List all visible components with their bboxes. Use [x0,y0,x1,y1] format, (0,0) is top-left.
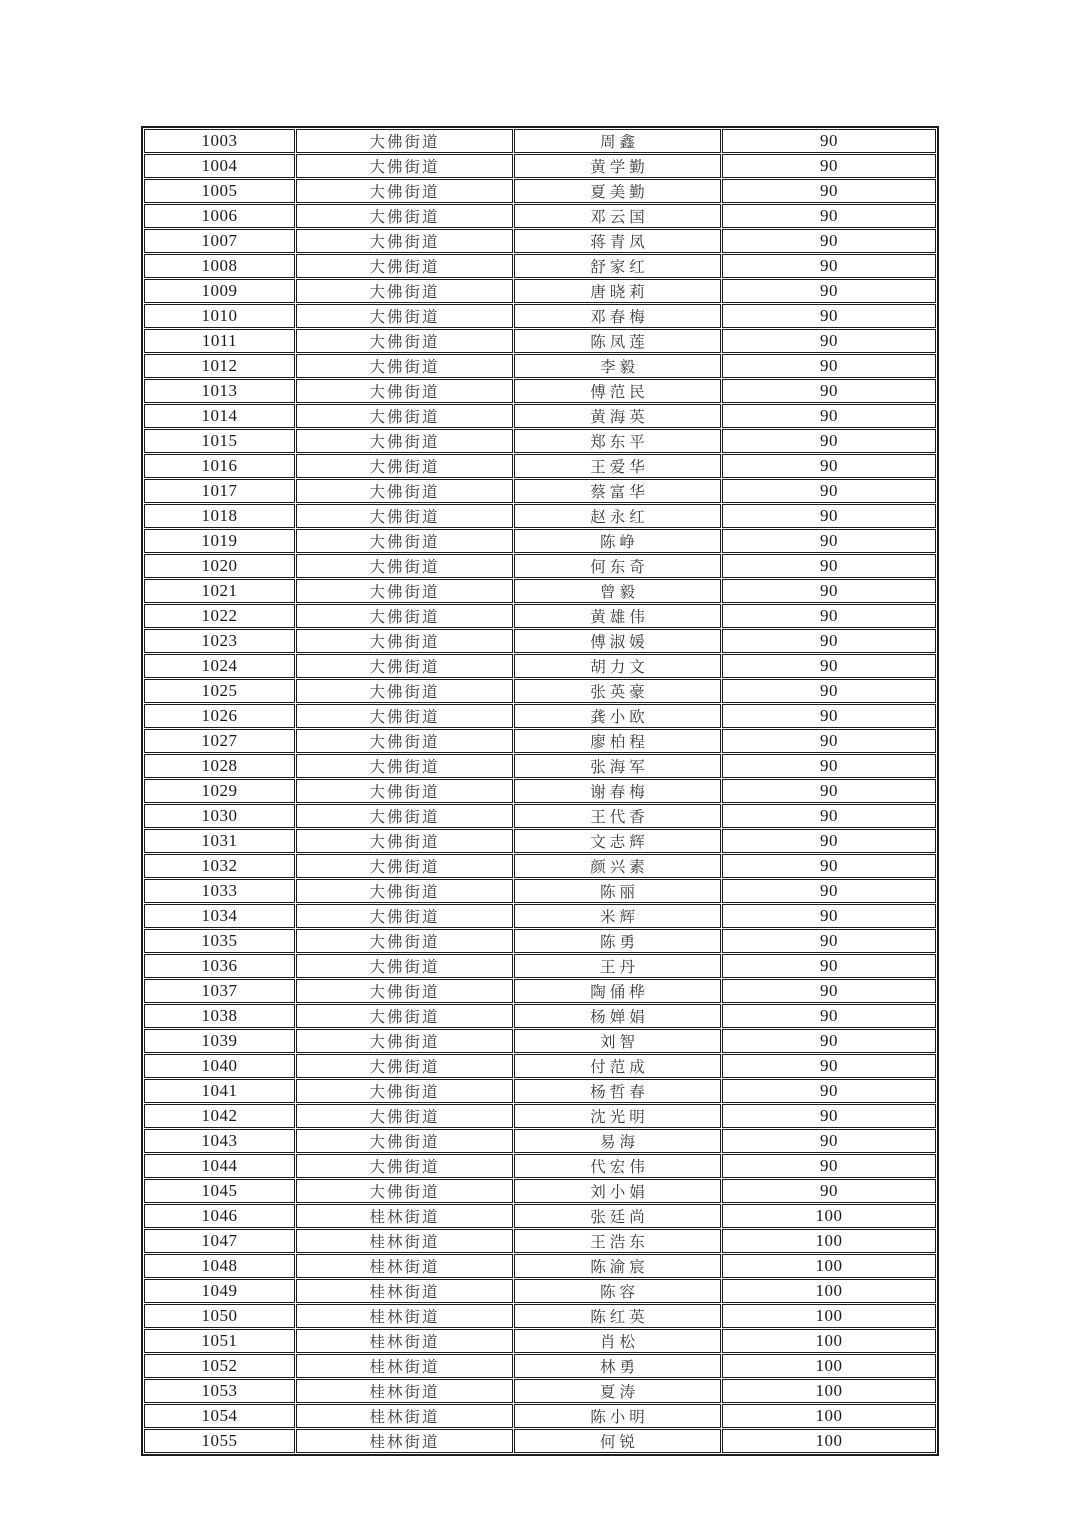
cell-id: 1032 [144,854,295,878]
cell-street: 大佛街道 [296,154,513,178]
cell-name: 陈红英 [514,1304,721,1328]
table-row [144,629,936,653]
table-row [144,479,936,503]
cell-id: 1012 [144,354,295,378]
table-row [144,954,936,978]
cell-name: 沈光明 [514,1104,721,1128]
cell-street: 桂林街道 [296,1304,513,1328]
cell-name: 舒家红 [514,254,721,278]
table-row [144,704,936,728]
cell-name: 王丹 [514,954,721,978]
cell-score: 100 [722,1379,936,1403]
cell-score: 100 [722,1254,936,1278]
table-row [144,679,936,703]
cell-id: 1020 [144,554,295,578]
cell-street: 桂林街道 [296,1379,513,1403]
cell-score: 90 [722,479,936,503]
cell-id: 1010 [144,304,295,328]
cell-street: 大佛街道 [296,479,513,503]
cell-id: 1024 [144,654,295,678]
cell-id: 1036 [144,954,295,978]
cell-score: 100 [722,1204,936,1228]
cell-name: 陈勇 [514,929,721,953]
cell-street: 大佛街道 [296,1104,513,1128]
cell-name: 蔡富华 [514,479,721,503]
cell-score: 90 [722,1004,936,1028]
cell-score: 100 [722,1279,936,1303]
cell-score: 90 [722,729,936,753]
table-row [144,604,936,628]
cell-id: 1046 [144,1204,295,1228]
cell-score: 90 [722,354,936,378]
cell-score: 90 [722,904,936,928]
table-row [144,1029,936,1053]
cell-name: 张海军 [514,754,721,778]
cell-street: 大佛街道 [296,304,513,328]
cell-name: 王浩东 [514,1229,721,1253]
cell-street: 大佛街道 [296,529,513,553]
cell-street: 大佛街道 [296,504,513,528]
cell-id: 1034 [144,904,295,928]
cell-street: 大佛街道 [296,754,513,778]
cell-street: 大佛街道 [296,1079,513,1103]
cell-name: 文志辉 [514,829,721,853]
cell-street: 大佛街道 [296,354,513,378]
cell-street: 大佛街道 [296,879,513,903]
cell-score: 90 [722,379,936,403]
cell-name: 林勇 [514,1354,721,1378]
cell-id: 1047 [144,1229,295,1253]
cell-street: 大佛街道 [296,654,513,678]
table-row [144,829,936,853]
cell-street: 桂林街道 [296,1429,513,1453]
cell-name: 夏美勤 [514,179,721,203]
cell-id: 1031 [144,829,295,853]
cell-id: 1051 [144,1329,295,1353]
table-row [144,1054,936,1078]
cell-score: 90 [722,704,936,728]
cell-id: 1054 [144,1404,295,1428]
cell-name: 邓春梅 [514,304,721,328]
table-row [144,229,936,253]
cell-street: 大佛街道 [296,579,513,603]
table-row [144,1329,936,1353]
cell-score: 90 [722,929,936,953]
cell-street: 大佛街道 [296,1129,513,1153]
table-row [144,1229,936,1253]
cell-score: 90 [722,1129,936,1153]
cell-score: 90 [722,404,936,428]
cell-name: 胡力文 [514,654,721,678]
cell-id: 1004 [144,154,295,178]
cell-score: 90 [722,154,936,178]
cell-id: 1006 [144,204,295,228]
cell-id: 1035 [144,929,295,953]
cell-score: 90 [722,329,936,353]
table-row [144,329,936,353]
cell-name: 颜兴素 [514,854,721,878]
cell-score: 90 [722,579,936,603]
cell-score: 100 [722,1329,936,1353]
table-row [144,1254,936,1278]
cell-id: 1049 [144,1279,295,1303]
cell-name: 黄海英 [514,404,721,428]
table-row [144,379,936,403]
table-row [144,279,936,303]
cell-id: 1041 [144,1079,295,1103]
cell-id: 1025 [144,679,295,703]
cell-score: 100 [722,1404,936,1428]
cell-name: 陈峥 [514,529,721,553]
cell-street: 大佛街道 [296,279,513,303]
cell-score: 100 [722,1229,936,1253]
cell-score: 90 [722,179,936,203]
cell-id: 1021 [144,579,295,603]
cell-score: 90 [722,429,936,453]
table-row [144,579,936,603]
cell-id: 1048 [144,1254,295,1278]
cell-name: 谢春梅 [514,779,721,803]
table-row [144,1379,936,1403]
cell-street: 桂林街道 [296,1204,513,1228]
cell-score: 90 [722,804,936,828]
cell-id: 1043 [144,1129,295,1153]
cell-score: 90 [722,504,936,528]
cell-name: 黄雄伟 [514,604,721,628]
table-row [144,1304,936,1328]
table-row [144,554,936,578]
cell-name: 陶俑桦 [514,979,721,1003]
cell-name: 陈小明 [514,1404,721,1428]
cell-street: 大佛街道 [296,829,513,853]
cell-id: 1028 [144,754,295,778]
cell-score: 90 [722,1104,936,1128]
cell-name: 赵永红 [514,504,721,528]
cell-id: 1008 [144,254,295,278]
cell-name: 曾毅 [514,579,721,603]
cell-street: 大佛街道 [296,1154,513,1178]
cell-score: 90 [722,979,936,1003]
cell-name: 李毅 [514,354,721,378]
cell-score: 90 [722,254,936,278]
cell-score: 90 [722,229,936,253]
cell-score: 90 [722,304,936,328]
cell-id: 1005 [144,179,295,203]
cell-street: 大佛街道 [296,929,513,953]
cell-name: 傅淑媛 [514,629,721,653]
cell-id: 1022 [144,604,295,628]
cell-score: 100 [722,1354,936,1378]
table-row [144,929,936,953]
table-row [144,1079,936,1103]
cell-id: 1039 [144,1029,295,1053]
table-row [144,1204,936,1228]
table-row [144,429,936,453]
cell-score: 90 [722,204,936,228]
cell-street: 桂林街道 [296,1279,513,1303]
cell-id: 1042 [144,1104,295,1128]
table-row [144,204,936,228]
cell-name: 黄学勤 [514,154,721,178]
cell-score: 90 [722,829,936,853]
cell-id: 1023 [144,629,295,653]
cell-street: 大佛街道 [296,954,513,978]
cell-name: 杨哲春 [514,1079,721,1103]
cell-street: 大佛街道 [296,379,513,403]
cell-score: 90 [722,1179,936,1203]
cell-name: 陈容 [514,1279,721,1303]
table-row [144,454,936,478]
cell-id: 1044 [144,1154,295,1178]
cell-id: 1052 [144,1354,295,1378]
cell-name: 肖松 [514,1329,721,1353]
cell-score: 90 [722,529,936,553]
cell-name: 刘智 [514,1029,721,1053]
table-row [144,729,936,753]
table-row [144,1404,936,1428]
cell-name: 刘小娟 [514,1179,721,1203]
table-row [144,979,936,1003]
cell-street: 大佛街道 [296,729,513,753]
cell-score: 90 [722,604,936,628]
cell-id: 1013 [144,379,295,403]
cell-name: 邓云国 [514,204,721,228]
table-row [144,254,936,278]
cell-name: 陈渝宸 [514,1254,721,1278]
cell-street: 大佛街道 [296,1179,513,1203]
cell-street: 大佛街道 [296,1029,513,1053]
cell-street: 大佛街道 [296,1054,513,1078]
cell-street: 大佛街道 [296,904,513,928]
cell-score: 100 [722,1304,936,1328]
table-row [144,879,936,903]
cell-street: 大佛街道 [296,779,513,803]
cell-street: 大佛街道 [296,804,513,828]
cell-id: 1015 [144,429,295,453]
table-row [144,529,936,553]
cell-id: 1053 [144,1379,295,1403]
cell-street: 大佛街道 [296,554,513,578]
cell-name: 陈丽 [514,879,721,903]
cell-name: 陈凤莲 [514,329,721,353]
cell-id: 1030 [144,804,295,828]
cell-name: 代宏伟 [514,1154,721,1178]
cell-id: 1037 [144,979,295,1003]
cell-id: 1007 [144,229,295,253]
table-row [144,1104,936,1128]
cell-name: 付范成 [514,1054,721,1078]
cell-street: 大佛街道 [296,179,513,203]
table-row [144,854,936,878]
cell-street: 桂林街道 [296,1404,513,1428]
cell-name: 唐晓莉 [514,279,721,303]
table-row [144,1279,936,1303]
cell-id: 1055 [144,1429,295,1453]
cell-score: 90 [722,1029,936,1053]
cell-score: 90 [722,1054,936,1078]
table-row [144,804,936,828]
table-row [144,179,936,203]
cell-name: 何锐 [514,1429,721,1453]
cell-score: 90 [722,1079,936,1103]
table-row [144,754,936,778]
cell-id: 1026 [144,704,295,728]
cell-score: 90 [722,454,936,478]
cell-street: 大佛街道 [296,404,513,428]
cell-name: 王爱华 [514,454,721,478]
cell-street: 大佛街道 [296,329,513,353]
cell-score: 90 [722,629,936,653]
cell-id: 1050 [144,1304,295,1328]
cell-id: 1017 [144,479,295,503]
cell-street: 大佛街道 [296,454,513,478]
cell-name: 傅范民 [514,379,721,403]
cell-name: 易海 [514,1129,721,1153]
cell-name: 杨婵娟 [514,1004,721,1028]
cell-name: 蒋青凤 [514,229,721,253]
cell-id: 1009 [144,279,295,303]
cell-score: 90 [722,879,936,903]
cell-street: 大佛街道 [296,204,513,228]
table-row [144,354,936,378]
cell-street: 大佛街道 [296,604,513,628]
cell-score: 90 [722,654,936,678]
cell-name: 廖柏程 [514,729,721,753]
cell-id: 1014 [144,404,295,428]
table-row [144,404,936,428]
table-row [144,1004,936,1028]
cell-street: 桂林街道 [296,1254,513,1278]
cell-score: 90 [722,679,936,703]
cell-id: 1011 [144,329,295,353]
cell-name: 何东奇 [514,554,721,578]
table-row [144,1179,936,1203]
cell-id: 1019 [144,529,295,553]
cell-name: 王代香 [514,804,721,828]
cell-street: 桂林街道 [296,1354,513,1378]
cell-id: 1029 [144,779,295,803]
cell-id: 1045 [144,1179,295,1203]
cell-id: 1033 [144,879,295,903]
table-row [144,654,936,678]
table-row [144,1154,936,1178]
cell-score: 90 [722,954,936,978]
cell-name: 龚小欧 [514,704,721,728]
cell-street: 大佛街道 [296,854,513,878]
cell-street: 大佛街道 [296,629,513,653]
cell-street: 大佛街道 [296,1004,513,1028]
cell-street: 桂林街道 [296,1229,513,1253]
cell-name: 张英豪 [514,679,721,703]
cell-id: 1016 [144,454,295,478]
table-row [144,304,936,328]
cell-street: 大佛街道 [296,129,513,153]
cell-name: 米辉 [514,904,721,928]
table-row [144,1354,936,1378]
cell-id: 1018 [144,504,295,528]
cell-score: 90 [722,279,936,303]
cell-name: 张廷尚 [514,1204,721,1228]
cell-street: 大佛街道 [296,254,513,278]
table-row [144,154,936,178]
cell-street: 大佛街道 [296,704,513,728]
cell-score: 90 [722,1154,936,1178]
cell-street: 大佛街道 [296,979,513,1003]
cell-name: 周鑫 [514,129,721,153]
cell-name: 郑东平 [514,429,721,453]
roster-table-body [144,129,936,1453]
cell-score: 90 [722,129,936,153]
cell-street: 桂林街道 [296,1329,513,1353]
cell-score: 100 [722,1429,936,1453]
cell-street: 大佛街道 [296,229,513,253]
cell-id: 1040 [144,1054,295,1078]
cell-id: 1038 [144,1004,295,1028]
cell-score: 90 [722,754,936,778]
cell-street: 大佛街道 [296,429,513,453]
cell-score: 90 [722,854,936,878]
roster-table [141,126,939,1456]
cell-id: 1003 [144,129,295,153]
table-row [144,504,936,528]
table-row [144,904,936,928]
cell-score: 90 [722,779,936,803]
cell-name: 夏涛 [514,1379,721,1403]
cell-street: 大佛街道 [296,679,513,703]
cell-id: 1027 [144,729,295,753]
table-row [144,1429,936,1453]
cell-score: 90 [722,554,936,578]
table-row [144,779,936,803]
table-row [144,1129,936,1153]
table-row [144,129,936,153]
